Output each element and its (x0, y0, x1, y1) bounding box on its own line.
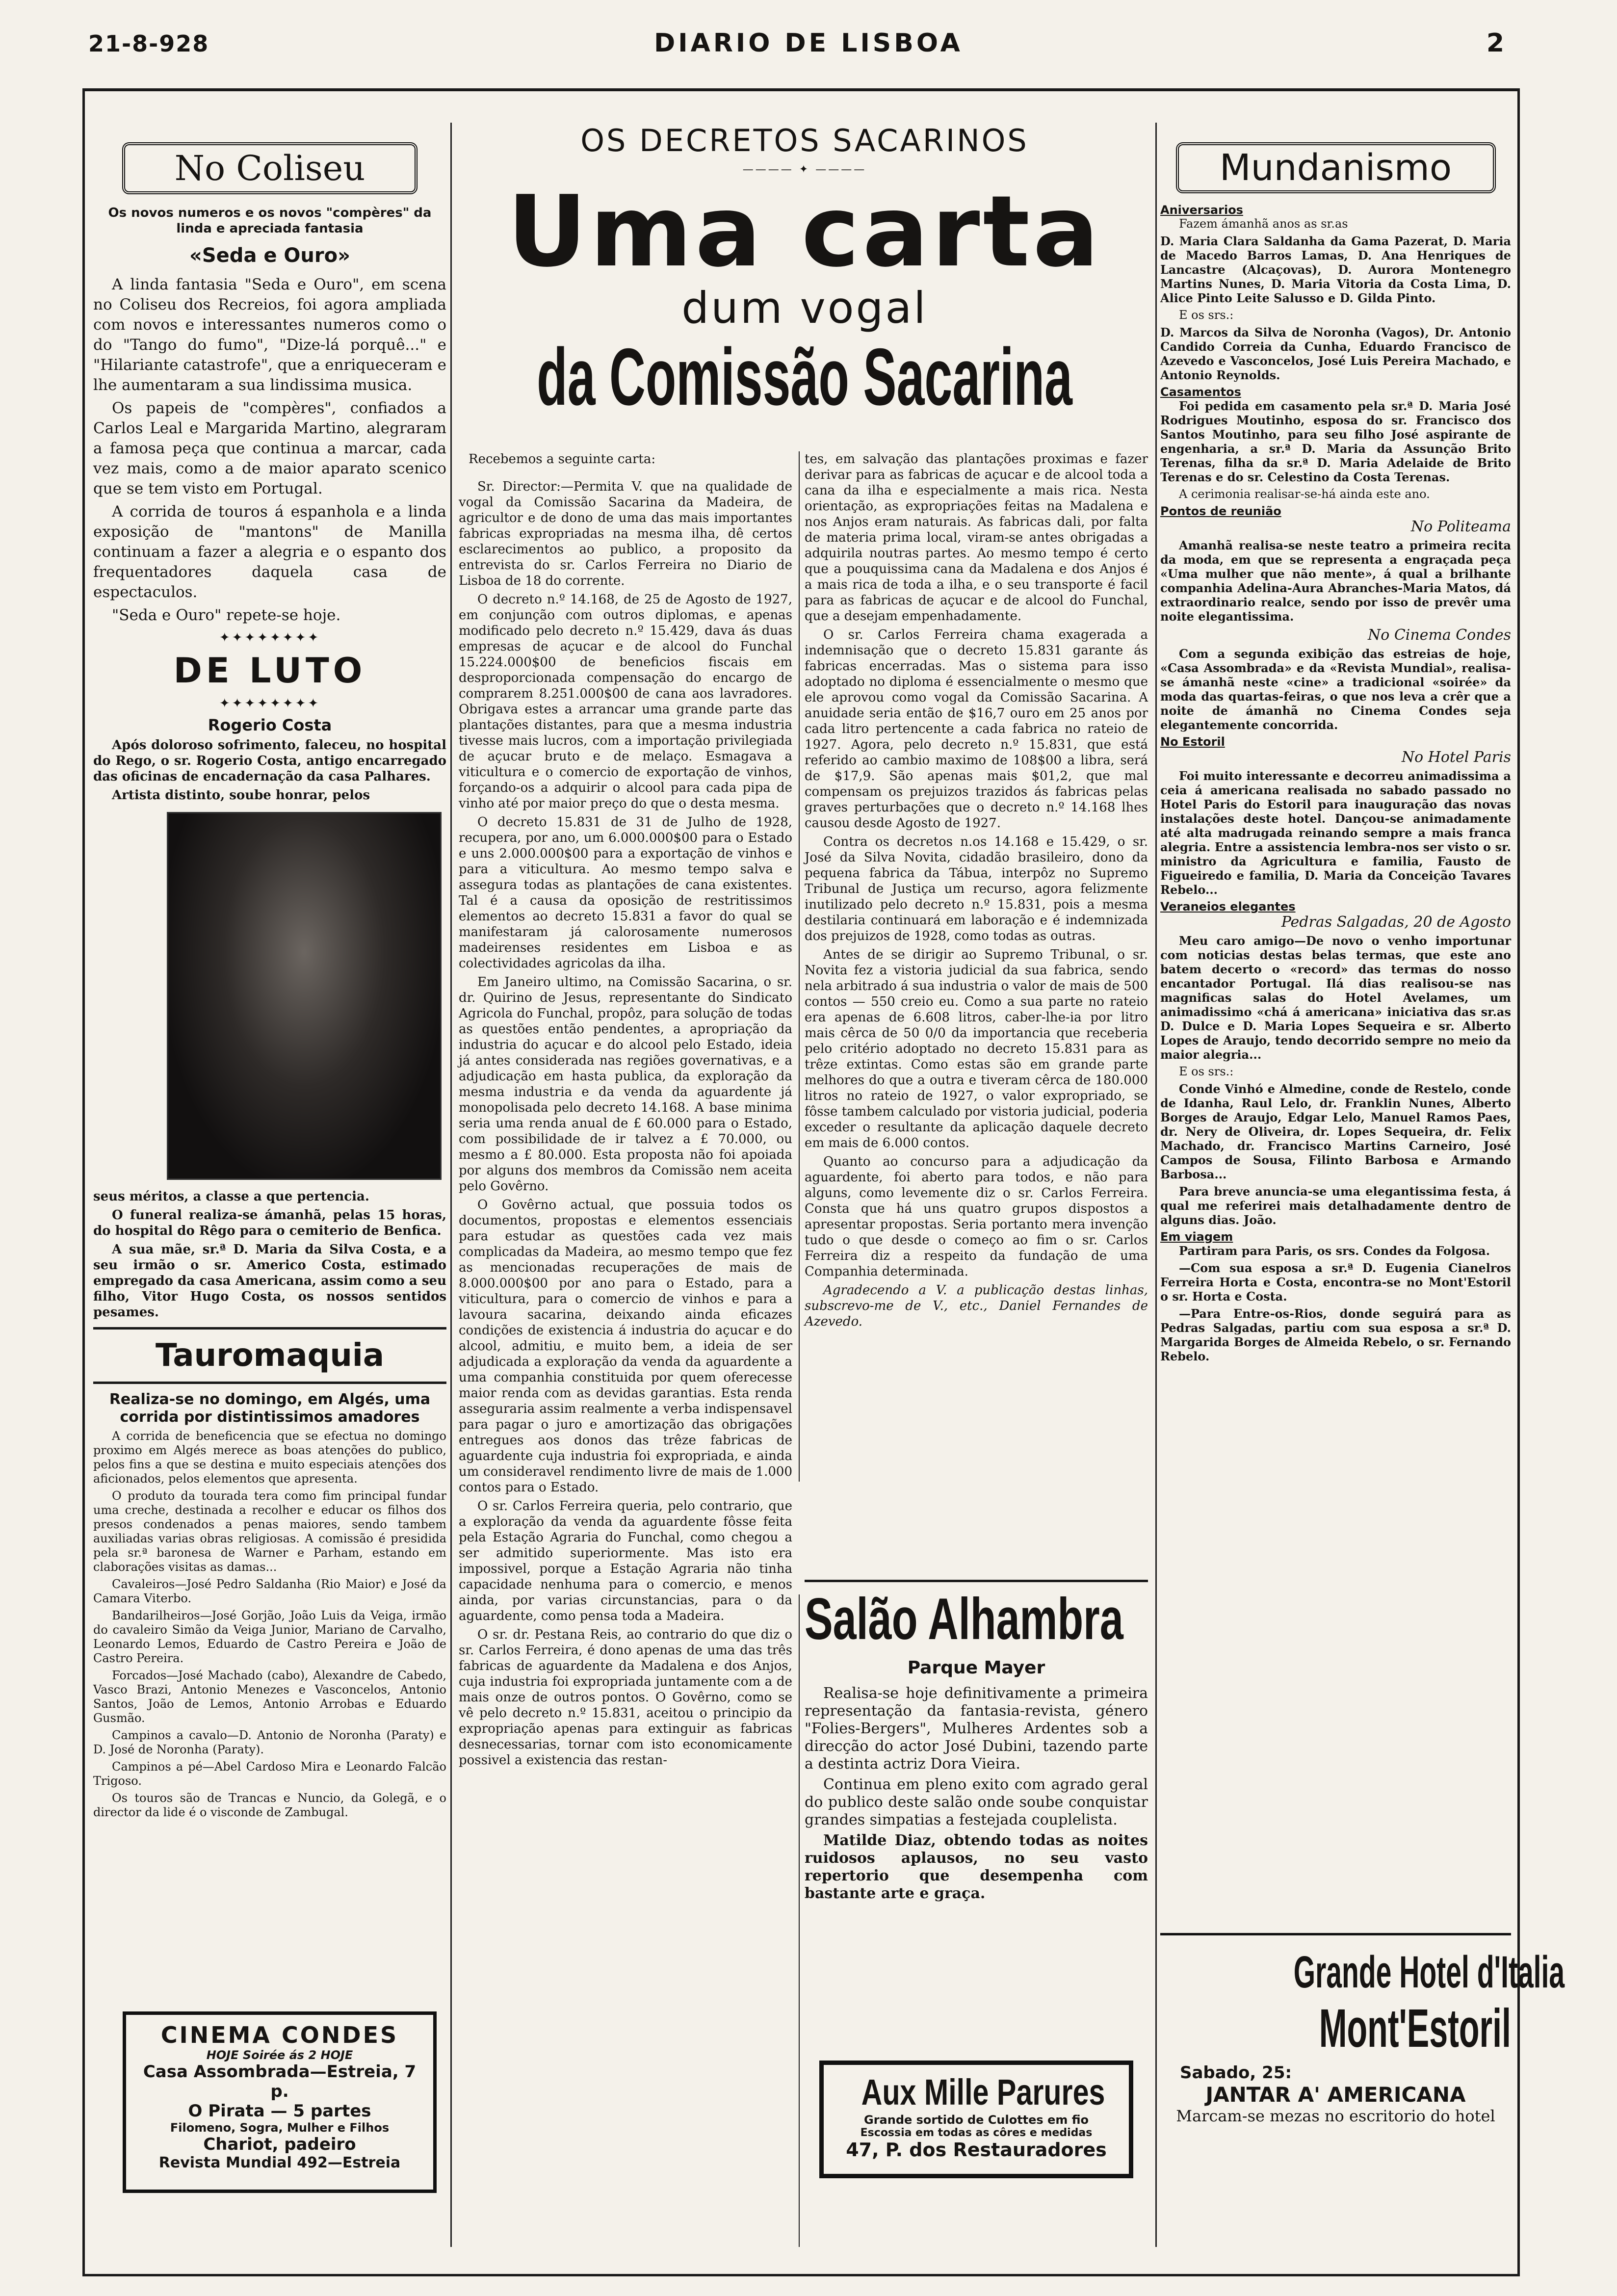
coliseu-title: No Coliseu (122, 142, 417, 194)
mundanismo-paragraph: Foi pedida em casamento pela sr.ª D. Maria José Rodrigues Moutinho, esposa do sr. Francisco dos Santos Moutinho, para seu filho José aspirante de engenharia, a sr.ª D. Maria da Assunção Brito Terenas, filha da sr.ª D. Maria Adelaide de Brito Terenas e do sr. Celestino da Costa Terenas. (1160, 399, 1511, 484)
mundanismo-paragraph: Conde Vinhó e Almedine, conde de Restelo, conde de Idanha, Raul Lelo, dr. Franklin Nunes, Alberto Borges de Araujo, Edgar Lelo, Manuel Ramos Paes, dr. Nery de Oliveira, dr. Lopes Sequeira, dr. Felix Machado, dr. Francisco Martins Carneiro, José Campos de Sousa, Filinto Barbosa e Armando Barbosa... (1160, 1082, 1511, 1181)
cinema-condes-line: Chariot, padeiro (203, 2135, 356, 2154)
subsection-heading: Veraneios elegantes (1160, 900, 1296, 913)
coliseu-show-title: «Seda e Ouro» (189, 244, 350, 267)
tauromaquia-paragraph: Campinos a cavalo—D. Antonio de Noronha (Paraty) e D. José de Noronha (Paraty). (93, 1728, 446, 1756)
alhambra-section (805, 1580, 1148, 1905)
column-right (1160, 142, 1511, 1366)
subsection-heading: Aniversarios (1160, 203, 1243, 217)
letter-paragraph: O decreto 15.831 de 31 de Julho de 1928, recupera, por ano, um 6.000.000$00 para o Estado e uns 2.000.000$00 para a exportação de vinhos e para a viticultura. Ao mesmo tempo salva e assegura todas as plantações de cana existentes. Tal é a causa da oposição de restritissimos elementos ao decreto 15.831 a favor do qual se manifestaram já calorosamente numerosos madeirenses residentes em Lisboa e as colectividades agricolas da ilha. (459, 815, 792, 971)
luto-name: Rogerio Costa (208, 716, 332, 734)
ornament-divider: ———— ✦ ———— (742, 163, 867, 176)
venue-heading: No Hotel Paris (1401, 749, 1511, 766)
letter-column-a (459, 451, 792, 1771)
mundanismo-paragraph: D. Maria Clara Saldanha da Gama Pazerat, D. Maria de Macedo Barros Lamas, D. Ana Henriques de Lancastre (Alcaçovas), D. Aurora Montenegro Martins Nunes, D. Maria Vitoria da Costa Lima, D. Alice Pinto Leite Salusso e D. Gilda Pinto. (1160, 234, 1511, 305)
mundanismo-paragraph: Fazem ámanhã anos as sr.as (1179, 217, 1348, 231)
hotel-italia-ad (1160, 1933, 1565, 2210)
tauromaquia-paragraph: Os touros são de Trancas e Nuncio, da Golegã, e o director da lide é o visconde de Zambugal. (93, 1791, 446, 1819)
letter-paragraph: Em Janeiro ultimo, na Comissão Sacarina, o sr. dr. Quirino de Jesus, representante do Sindicato Agricola do Funchal, propôz, para solução de todas as questões então pendentes, a apropriação da industria do açucar e do alcool pelo Estado, ideia já antes considerada nas regiões governativas, e a adjudicação em hasta publica, da exploração da mesma industria e da venda da aguardente já monopolisada pelo decreto 14.168. A base minima seria uma renda anual de £ 60.000 para o Estado, com possibilidade de ir talvez a £ 70.000, ou mesmo a £ 80.000. Esta proposta não foi apoiada por alguns dos membros da Comissão nem aceita pelo Govêrno. (459, 975, 792, 1194)
alhambra-paragraph: Continua em pleno exito com agrado geral do publico deste salão onde soube conquistar grandes simpatias a festejada couplelista. (805, 1776, 1148, 1828)
letter-paragraph: Sr. Director:—Permita V. que na qualidade de vogal da Comissão Sacarina da Madeira, de agricultor e de dono de uma das mais importantes fabricas expropriadas na mesma ilha, dê certos esclarecimentos ao publico, a proposito da entrevista do sr. Carlos Ferreira no Diario de Lisboa de 18 do corrente. (459, 479, 792, 588)
subsection-heading: Pontos de reunião (1160, 504, 1281, 518)
column-rule (450, 123, 452, 2247)
letter-paragraph: O sr. Carlos Ferreira queria, pelo contrario, que a exploração da venda da aguardente fôsse feita pela Estação Agraria do Funchal, como chegou a ser admitido superiormente. Mas isto era impossivel, porque a Estação Agraria não tinha capacidade nenhuma para o comercio, e menos ainda, por varias circunstancias, para o da aguardente, como pensa toda a Madeira. (459, 1499, 792, 1623)
letter-intro: Recebemos a seguinte carta: (469, 452, 656, 467)
tauromaquia-paragraph: Forcados—José Machado (cabo), Alexandre de Cabedo, Vasco Brazi, Antonio Menezes e Vasconcelos, Antonio Santos, João de Lemos, Antonio Arrobas e Eduardo Gusmão. (93, 1669, 446, 1725)
section-divider (93, 1382, 446, 1384)
luto-paragraph: Após doloroso sofrimento, faleceu, no hospital do Rego, o sr. Rogerio Costa, antigo encarregado das oficinas de encadernação da casa Palhares. (93, 738, 446, 784)
letter-column-b (805, 451, 1148, 1332)
subsection-heading: Em viagem (1160, 1230, 1233, 1244)
luto-title: DE LUTO (173, 651, 366, 691)
main-kicker: OS DECRETOS SACARINOS (580, 123, 1029, 158)
letter-paragraph: O Govêrno actual, que possuia todos os documentos, propostas e elementos essenciais para estudar as questões cada vez mais complicadas da Madeira, ao mesmo tempo que fez as mencionadas recuperações de mais de 8.000.000$00 por ano para o Estado, para a viticultura, para o comercio de vinhos e para a lavoura sacarina, deixando ainda eficazes condições de existencia á industria do açucar e do alcool, admitiu, e muito bem, a ideia de ser adjudicada a exploração da venda da aguardente a uma companhia constituida por quem oferecesse maior renda com as devidas garantias. Esta renda asseguraria assim realmente a verba indispensavel para pagar o juro e amortização das obrigações entregues aos donos das trêze fabricas de aguardente cuja industria foi expropriada, e ainda um consideravel rendimento livre de mais de 1.000 contos para o Estado. (459, 1198, 792, 1495)
coliseu-subhead: Os novos numeros e os novos "compères" da linda e apreciada fantasia (108, 206, 432, 236)
parures-line: 47, P. dos Restauradores (846, 2139, 1107, 2161)
venue-heading: Pedras Salgadas, 20 de Agosto (1281, 913, 1511, 931)
alhambra-title: Salão Alhambra (805, 1586, 1123, 1652)
luto-paragraph: O funeral realiza-se ámanhã, pelas 15 horas, do hospital do Rêgo para o cemiterio de Benfica. (93, 1208, 446, 1238)
letter-paragraph: Antes de se dirigir ao Supremo Tribunal, o sr. Novita fez a vistoria judicial da sua fabrica, sendo nela arbitrado á sua industria o valor de mais de 500 contos — 550 creio eu. Como a sua parte no rateio era apenas de 6.608 litros, caber-lhe-ia por litro mais cêrca de 50 0/0 da importancia que receberia pelo critério adoptado no decreto 15.831 para as trêze extintas. Como estas são em grande parte melhores do que a outra e tiveram cêrca de 180.000 litros no rateio de 1927, o valor expropriado, se fôsse tambem calculado por vistoria judicial, poderia exceder o resultante da aplicação daquele decreto em mais de 6.000 contos. (805, 947, 1148, 1150)
mundanismo-paragraph: —Para Entre-os-Rios, donde seguirá para as Pedras Salgadas, partiu com sua esposa a sr.ª D. Margarida Borges de Almeida Rebelo, o sr. Fernando Rebelo. (1160, 1306, 1511, 1363)
parures-ad (819, 2061, 1133, 2178)
letter-signature: Agradecendo a V. a publicação destas linhas, subscrevo-me de V., etc., Daniel Fernandes de Azevedo. (805, 1283, 1148, 1329)
cinema-condes-line: Revista Mundial 492—Estreia (158, 2154, 401, 2171)
mundanismo-paragraph: A cerimonia realisar-se-há ainda este ano. (1179, 487, 1430, 501)
tauromaquia-paragraph: Bandarilheiros—José Gorjão, João Luis da Veiga, irmão do cavaleiro Simão da Veiga Junior, Mariano de Carvalho, Leonardo Lemos, Eduardo de Castro Pereira e João de Castro Pereira. (93, 1609, 446, 1665)
mundanismo-paragraph: Amanhã realisa-se neste teatro a primeira recita da moda, em que se representa a engraçada peça «Uma mulher que não mente», á qual a brilhante companhia Adelina-Aura Abranches-Maria Matos, dá extraordinario realce, sendo por isso de prevêr uma noite elegantissima. (1160, 538, 1511, 624)
hotel-italia-line: Sabado, 25: (1180, 2063, 1292, 2083)
masthead: DIARIO DE LISBOA (654, 28, 963, 58)
mundanismo-paragraph: E os srs.: (1179, 308, 1234, 322)
tauromaquia-paragraph: Cavaleiros—José Pedro Saldanha (Rio Maior) e José da Camara Viterbo. (93, 1577, 446, 1605)
mundanismo-paragraph: D. Marcos da Silva de Noronha (Vagos), Dr. Antonio Candido Correia da Cunha, Eduardo Francisco de Azevedo e Vasconcelos, José Luis Pereira Machado, e Antonio Reynolds. (1160, 325, 1511, 382)
page-number: 2 (1486, 28, 1504, 58)
hotel-italia-location: Mont'Estoril (1319, 1998, 1511, 2059)
mundanismo-title: Mundanismo (1176, 142, 1496, 193)
subsection-heading: No Estoril (1160, 735, 1225, 749)
parures-title: Aux Mille Parures (861, 2072, 1105, 2113)
tauromaquia-subhead: Realiza-se no domingo, em Algés, uma corrida por distintissimos amadores (109, 1391, 431, 1426)
parures-line: Grande sortido de Culottes em fio (864, 2113, 1089, 2127)
alhambra-paragraph: Matilde Diaz, obtendo todas as noites ruidosos aplausos, no seu vasto repertorio que desempenha com bastante arte e graça. (805, 1832, 1148, 1902)
ornament-divider: ✦✦✦✦✦✦✦✦ (219, 630, 321, 645)
mundanismo-paragraph: E os srs.: (1179, 1065, 1234, 1078)
subsection-heading: Casamentos (1160, 385, 1241, 399)
cinema-condes-ad (123, 2011, 437, 2193)
mundanismo-paragraph: —Com sua esposa a sr.ª D. Eugenia Cianelros Ferreira Horta e Costa, encontra-se no Mont'Estoril o sr. Horta e Costa. (1160, 1261, 1511, 1304)
hotel-italia-line: Marcam-se mezas no escritorio do hotel (1176, 2107, 1495, 2125)
column-rule (799, 1594, 800, 2247)
main-headline-block (456, 123, 1153, 421)
letter-paragraph: Contra os decretos n.os 14.168 e 15.429, o sr. José da Silva Novita, cidadão brasileiro, dono da pequena fabrica da Tábua, interpôz no Supremo Tribunal de Justiça um recurso, agora felizmente inutilizado pelo decreto n.º 15.831, pois a mesma destilaria continuará em laboração e é indemnizada dos prejuizos de 1928, como todas as outras. (805, 835, 1148, 943)
mundanismo-paragraph: Partiram para Paris, os srs. Condes da Folgosa. (1179, 1244, 1490, 1258)
page-date: 21-8-928 (88, 30, 209, 57)
main-headline-2: da Comissão Sacarina (537, 332, 1072, 422)
luto-paragraph: A sua mãe, sr.ª D. Maria da Silva Costa, e a seu irmão o sr. Americo Costa, estimado empregado da casa Americana, assim como a seu filho, Vitor Hugo Costa, os nossos sentidos pesames. (93, 1242, 446, 1320)
venue-heading: No Cinema Condes (1367, 626, 1511, 644)
letter-paragraph: tes, em salvação das plantações proximas e fazer derivar para as fabricas de açucar e de alcool toda a cana da ilha e especialmente a mais rica. Nesta orientação, as expropriações feitas na Madalena e nos Anjos eram naturais. As fabricas dali, por falta de materia prima local, viram-se antes obrigadas a adquirila noutras partes. Ao mesmo tempo é certo que a pouquissima cana da Madalena e dos Anjos é a mais rica de toda a ilha, e o seu transporte é facil para as fabricas de açucar e de alcool do Funchal, que a desejam empenhadamente. (805, 452, 1148, 624)
column-rule (799, 451, 800, 1482)
mundanismo-paragraph: Para breve anuncia-se uma elegantissima festa, á qual me referirei mais detalhadamente dentro de alguns dias. João. (1160, 1184, 1511, 1227)
section-divider (93, 1327, 446, 1330)
venue-heading: No Politeama (1410, 518, 1511, 535)
parures-line: Escossia em todas as côres e medidas (860, 2127, 1093, 2139)
coliseu-paragraph: "Seda e Ouro" repete-se hoje. (112, 606, 341, 624)
letter-paragraph: Quanto ao concurso para a adjudicação da aguardente, foi aberto para todos, e não para alguns, como levemente diz o sr. Carlos Ferreira. Consta que há uns quatro grupos dispostos a apresentar propostas. Seria portanto mera invenção tudo o que desde o começo ao fim o sr. Carlos Ferreira diz a respeito da fundação de uma Companhia determinada. (805, 1154, 1148, 1279)
coliseu-paragraph: Os papeis de "compères", confiados a Carlos Leal e Margarida Martino, alegraram a famosa peça que continua a marcar, cada vez mais, como a de maior aparato scenico que se tem visto em Portugal. (93, 399, 446, 497)
cinema-condes-title: CINEMA CONDES (160, 2022, 399, 2048)
coliseu-paragraph: A corrida de touros á espanhola e a linda exposição de "mantons" de Manilla continuam a fazer a alegria e o espanto dos frequentadores daquela casa de espectaculos. (93, 503, 446, 601)
cinema-condes-line: O Pirata — 5 partes (188, 2101, 371, 2121)
tauromaquia-title: Tauromaquia (155, 1337, 385, 1374)
luto-paragraph: Artista distinto, soube honrar, pelos (112, 788, 370, 803)
cinema-condes-line: HOJE Soirée ás 2 HOJE (206, 2048, 353, 2062)
mundanismo-paragraph: Meu caro amigo—De novo o venho importunar com noticias destas belas termas, que este ano batem decerto o «record» das termas do nosso encantador Portugal. Ilá dias realisou-se nas magnificas salas do Hotel Avelames, um animadissimo «chá á americana» iniciativa das sr.as D. Dulce e D. Maria Lopes Sequeira e sr. Alberto Lopes de Araujo, tendo decorrido sempre no meio da maior alegria... (1160, 934, 1511, 1062)
cinema-condes-line: Casa Assombrada—Estreia, 7 p. (143, 2062, 417, 2101)
letter-paragraph: O sr. Carlos Ferreira chama exagerada a indemnisação que o decreto 15.831 garante ás fabricas encerradas. Mas o sistema para isso adoptado no diploma é essencialmente o mesmo que ele aprovou como vogal da Comissão Sacarina. A anuidade seria então de $16,7 ouro em 25 anos por cada litro pertencente a cada fabrica no rateio de 1927. Agora, pelo decreto n.º 15.831, que está referido ao cambio maximo de 108$00 a libra, será de $17,9. São apenas mais $01,2, que mal compensam os prejuizos trazidos ás fabricas pelas graves perturbações que o decreto n.º 14.168 lhes causou desde Agosto de 1927. (805, 627, 1148, 831)
column-left (93, 142, 446, 1823)
alhambra-subtitle: Parque Mayer (907, 1658, 1045, 1678)
tauromaquia-paragraph: O produto da tourada tera como fim principal fundar uma creche, destinada a recolher e educar os filhos dos presos condenados a penas maiores, sendo tambem auxiliadas varias obras religiosas. A comissão é presidida pela sr.ª baronesa de Warner e Parham, estando em claborações visitas as damas... (93, 1489, 446, 1574)
ornament-divider: ✦✦✦✦✦✦✦✦ (219, 696, 321, 711)
letter-paragraph: O sr. dr. Pestana Reis, ao contrario do que diz o sr. Carlos Ferreira, é dono apenas de uma das três fabricas de aguardente da Madalena e dos Anjos, cuja industria foi expropriada juntamente com a de mais onze de outros pontos. O Govêrno, como se vê pelo decreto n.º 15.831, aceitou o principio da expropriação apenas para extinguir as fabricas desnecessarias, tornar com isto economicamente possivel a existencia das restan- (459, 1627, 792, 1768)
letter-paragraph: O decreto n.º 14.168, de 25 de Agosto de 1927, em conjunção com outros diplomas, e apenas modificado pelo decreto n.º 15.429, dava ás duas empresas de açucar e de alcool do Funchal 15.224.000$00 de beneficios fiscais em desproporcionada compensação do encargo de comprarem 8.251.000$00 de cana aos lavradores. Obrigava estes a arrancar uma grande parte das plantações distantes, para que a mesma industria tivesse mais lucros, com a importação privilegiada de açucar bruto e de melaço. Esmagava a viticultura e o comercio de exportação de vinhos, forçando-os a adquirir o alcool para cada pipa de vinho até por maior preço do que o desta mesma. (459, 592, 792, 811)
hotel-italia-name: Grande Hotel d'Italia (1293, 1947, 1565, 1997)
section-divider (805, 1580, 1148, 1582)
coliseu-paragraph: A linda fantasia "Seda e Ouro", em scena no Coliseu dos Recreios, foi agora ampliada com novos e interessantes numeros como o do "Tango do fumo", "Dize-lá porquê..." e "Hilariante catastrofe", que a enriqueceram e lhe aumentaram a sua lindissima musica. (93, 276, 447, 394)
portrait-photo (167, 812, 442, 1180)
mundanismo-paragraph: Com a segunda exibição das estreias de hoje, «Casa Assombrada» e da «Revista Mundial», realisa-se ámanhã neste «cine» a tradicional «soirée» da moda das quartas-feiras, o que nos leva a crêr que a noite de ámanhã no Cinema Condes seja elegantemente concorrida. (1160, 647, 1511, 732)
tauromaquia-paragraph: Campinos a pé—Abel Cardoso Mira e Leonardo Falcão Trigoso. (93, 1760, 446, 1788)
luto-paragraph: seus méritos, a classe a que pertencia. (93, 1189, 369, 1204)
main-headline: Uma carta (507, 175, 1102, 289)
mundanismo-paragraph: Foi muito interessante e decorreu animadissima a ceia á americana realisada no sabado passado no Hotel Paris do Estoril para inauguração das novas instalações deste hotel. Dançou-se animadamente até alta madrugada reinando sempre a mais franca alegria. Entre a assistencia lembra-nos ser visto o sr. ministro da Agricultura e familia, Fausto de Figueiredo e familia, D. Maria da Conceição Tavares Rebelo... (1160, 769, 1511, 897)
tauromaquia-paragraph: A corrida de beneficencia que se efectua no domingo proximo em Algés merece as boas atenções do publico, pelos fins a que se destina e muito especiais atenções dos aficionados, pelos elementos que apresenta. (93, 1429, 446, 1486)
alhambra-paragraph: Realisa-se hoje definitivamente a primeira representação da fantasia-revista, género "Folies-Bergers", Mulheres Ardentes sob a direcção do actor José Dubini, tazendo parte a destinta actriz Dora Vieira. (805, 1685, 1148, 1773)
hotel-italia-line: JANTAR A' AMERICANA (1205, 2083, 1466, 2107)
column-rule (1155, 123, 1157, 2247)
cinema-condes-line: Filomeno, Sogra, Mulher e Filhos (170, 2121, 390, 2135)
main-subheadline: dum vogal (681, 283, 928, 333)
